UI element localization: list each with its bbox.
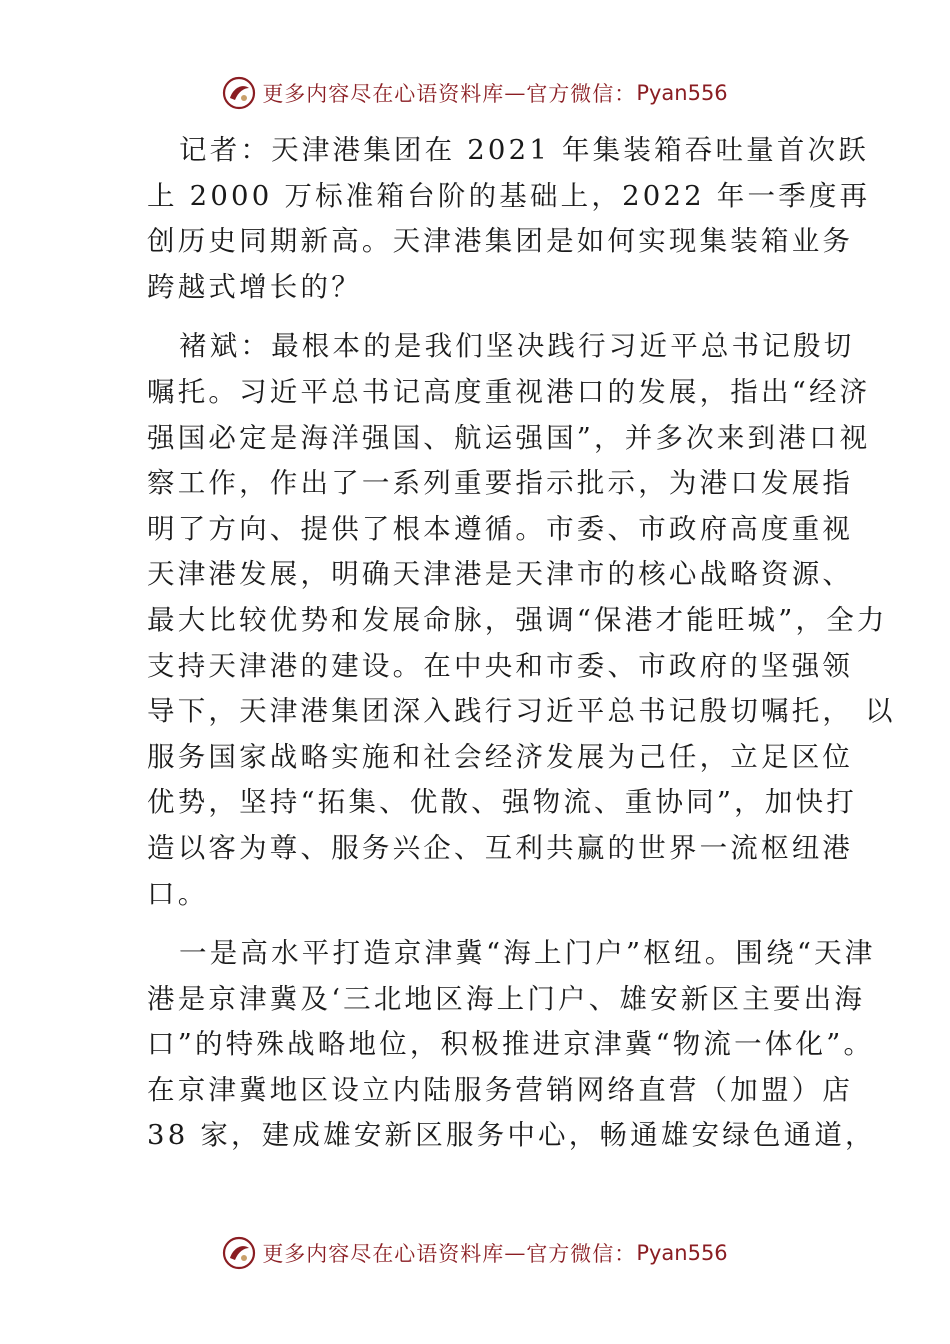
footer-dash: — (504, 1241, 527, 1265)
text-line: 嘱托。习近平总书记高度重视港口的发展，指出“经济 (147, 375, 871, 408)
footer-wechat-label: 官方微信： (526, 1242, 637, 1266)
text-line: 记者：天津港集团在 2021 年集装箱吞吐量首次跃 (179, 134, 869, 166)
text-line: 优势，坚持“拓集、优散、强物流、重协同”，加快打 (147, 786, 857, 819)
brand-logo-icon (222, 76, 256, 110)
text-line: 导下，天津港集团深入践行习近平总书记殷切嘱托， 以 (147, 695, 896, 728)
text-line: 跨越式增长的？ (147, 270, 362, 303)
text-line: 察工作，作出了一系列重要指示批示，为港口发展指 (147, 467, 854, 500)
text-line: 天津港发展，明确天津港是天津市的核心战略资源、 (147, 558, 854, 591)
text-line: 创历史同期新高。天津港集团是如何实现集装箱业务 (147, 225, 854, 258)
text-line: 上 2000 万标准箱台阶的基础上，2022 年一季度再 (147, 179, 871, 212)
header-wechat-label: 官方微信： (526, 82, 637, 106)
footer-wechat-id: Pyan556 (636, 1241, 728, 1265)
footer-brand-text: 更多内容尽在心语资料库 (262, 1242, 505, 1266)
text-line: 褚斌：最根本的是我们坚决践行习近平总书记殷切 (179, 330, 855, 363)
text-line: 强国必定是海洋强国、航运强国”，并多次来到港口视 (147, 421, 871, 454)
paragraph-3 (147, 931, 876, 1159)
header-dash: — (504, 81, 527, 105)
text-line: 最大比较优势和发展命脉，强调“保港才能旺城”，全力 (147, 603, 888, 636)
text-line: 一是高水平打造京津冀“海上门户”枢纽。围绕“天津 (179, 937, 876, 970)
header-wechat-id: Pyan556 (636, 81, 728, 105)
article-body (147, 128, 896, 1173)
text-line: 在京津冀地区设立内陆服务营销网络直营（加盟）店 (147, 1073, 854, 1106)
paragraph-1 (147, 128, 871, 310)
brand-logo-icon (222, 1236, 256, 1270)
text-line: 支持天津港的建设。在中央和市委、市政府的坚强领 (147, 649, 854, 682)
text-line: 口”的特殊战略地位，积极推进京津冀“物流一体化”。 (147, 1028, 875, 1061)
text-line: 38 家，建成雄安新区服务中心，畅通雄安绿色通道， (147, 1119, 876, 1152)
header-brand-text: 更多内容尽在心语资料库 (262, 82, 505, 106)
text-line: 港是京津冀及‘三北地区海上门户、雄安新区主要出海 (147, 982, 866, 1015)
header-banner (0, 76, 950, 110)
text-line: 口。 (147, 877, 209, 910)
text-line: 造以客为尊、服务兴企、互利共赢的世界一流枢纽港 (147, 831, 854, 864)
footer-banner (0, 1236, 950, 1270)
text-line: 服务国家战略实施和社会经济发展为己任，立足区位 (147, 740, 854, 773)
text-line: 明了方向、提供了根本遵循。市委、市政府高度重视 (147, 512, 854, 545)
paragraph-2 (147, 324, 896, 917)
